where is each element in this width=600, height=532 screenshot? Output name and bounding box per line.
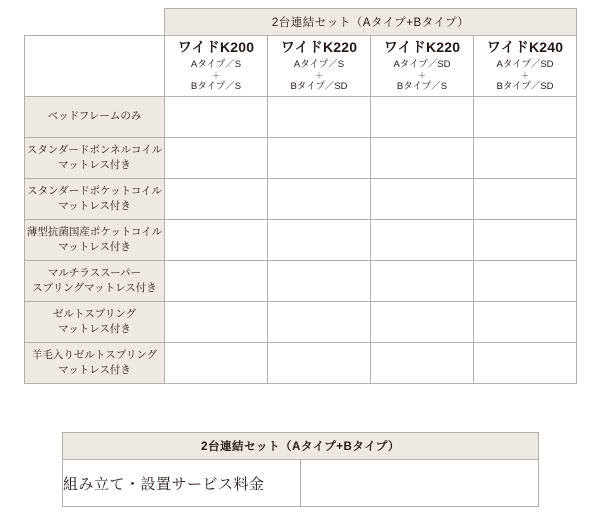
- main-price-table: [24, 8, 577, 384]
- row-label: 薄型抗菌国産ポケットコイル マットレス付き: [25, 220, 165, 261]
- service-fee-table-wrapper: [62, 432, 538, 507]
- price-cell[interactable]: [165, 261, 268, 302]
- column-header-sub-line1: Aタイプ／SD: [393, 59, 451, 71]
- price-cell[interactable]: [268, 261, 371, 302]
- service-fee-row: [63, 460, 539, 507]
- table-header-row: [25, 36, 577, 97]
- table-row: [25, 97, 577, 138]
- header-corner-cell: [25, 36, 165, 97]
- price-cell[interactable]: [165, 179, 268, 220]
- price-cell[interactable]: [268, 138, 371, 179]
- table-row: [25, 179, 577, 220]
- service-fee-label: 組み立て・設置サービス料金: [63, 460, 301, 507]
- column-header-sub-line2: Bタイプ／S: [190, 80, 242, 92]
- column-header-sub-line2: Bタイプ／SD: [496, 80, 554, 92]
- column-header-sub-line2: Bタイプ／S: [396, 80, 448, 92]
- price-cell[interactable]: [268, 343, 371, 384]
- column-header-title: ワイドK220: [383, 38, 461, 55]
- table-row: [25, 343, 577, 384]
- row-label: ゼルトスプリング マットレス付き: [25, 302, 165, 343]
- column-header-plus: ＋: [315, 70, 323, 80]
- row-label: マルチラススーパー スプリングマットレス付き: [25, 261, 165, 302]
- price-cell[interactable]: [165, 138, 268, 179]
- price-cell[interactable]: [165, 97, 268, 138]
- banner-spacer-cell: [25, 9, 165, 36]
- column-header-1: [165, 36, 268, 97]
- column-header-3: [371, 36, 474, 97]
- table-row: [25, 138, 577, 179]
- price-cell[interactable]: [474, 261, 577, 302]
- price-cell[interactable]: [268, 302, 371, 343]
- column-header-plus: ＋: [418, 70, 426, 80]
- price-cell[interactable]: [371, 97, 474, 138]
- column-header-sub-line2: Bタイプ／SD: [290, 80, 348, 92]
- column-header-4: [474, 36, 577, 97]
- price-cell[interactable]: [371, 261, 474, 302]
- price-cell[interactable]: [165, 220, 268, 261]
- column-header-2: [268, 36, 371, 97]
- price-cell[interactable]: [474, 179, 577, 220]
- column-header-sub-line1: Aタイプ／S: [190, 59, 242, 71]
- price-cell[interactable]: [371, 138, 474, 179]
- price-cell[interactable]: [371, 302, 474, 343]
- service-banner-row: [63, 433, 539, 460]
- service-set-type-banner: 2台連結セット（Aタイプ+Bタイプ）: [63, 433, 539, 460]
- column-header-sub-line1: Aタイプ／S: [293, 59, 345, 71]
- column-header-title: ワイドK240: [486, 38, 564, 55]
- table-banner-row: [25, 9, 577, 36]
- price-cell[interactable]: [474, 343, 577, 384]
- row-label: スタンダードポケットコイル マットレス付き: [25, 179, 165, 220]
- column-header-plus: ＋: [521, 70, 530, 80]
- service-fee-value-cell[interactable]: [301, 460, 539, 507]
- column-header-plus: ＋: [212, 70, 220, 80]
- row-label: スタンダードボンネルコイル マットレス付き: [25, 138, 165, 179]
- price-cell[interactable]: [165, 343, 268, 384]
- price-cell[interactable]: [268, 179, 371, 220]
- row-label: 羊毛入りゼルトスプリング マットレス付き: [25, 343, 165, 384]
- table-row: [25, 261, 577, 302]
- row-label: ベッドフレームのみ: [25, 97, 165, 138]
- price-cell[interactable]: [474, 302, 577, 343]
- table-row: [25, 302, 577, 343]
- service-fee-table: [62, 432, 539, 507]
- price-cell[interactable]: [268, 97, 371, 138]
- price-cell[interactable]: [371, 343, 474, 384]
- price-cell[interactable]: [474, 138, 577, 179]
- price-cell[interactable]: [371, 179, 474, 220]
- table-row: [25, 220, 577, 261]
- set-type-banner: 2台連結セット（Aタイプ+Bタイプ）: [165, 9, 577, 36]
- price-cell[interactable]: [474, 220, 577, 261]
- main-price-table-wrapper: [24, 8, 576, 384]
- price-cell[interactable]: [165, 302, 268, 343]
- price-cell[interactable]: [268, 220, 371, 261]
- column-header-title: ワイドK200: [177, 38, 255, 55]
- column-header-sub-line1: Aタイプ／SD: [496, 59, 554, 71]
- price-cell[interactable]: [474, 97, 577, 138]
- column-header-title: ワイドK220: [280, 38, 358, 55]
- price-cell[interactable]: [371, 220, 474, 261]
